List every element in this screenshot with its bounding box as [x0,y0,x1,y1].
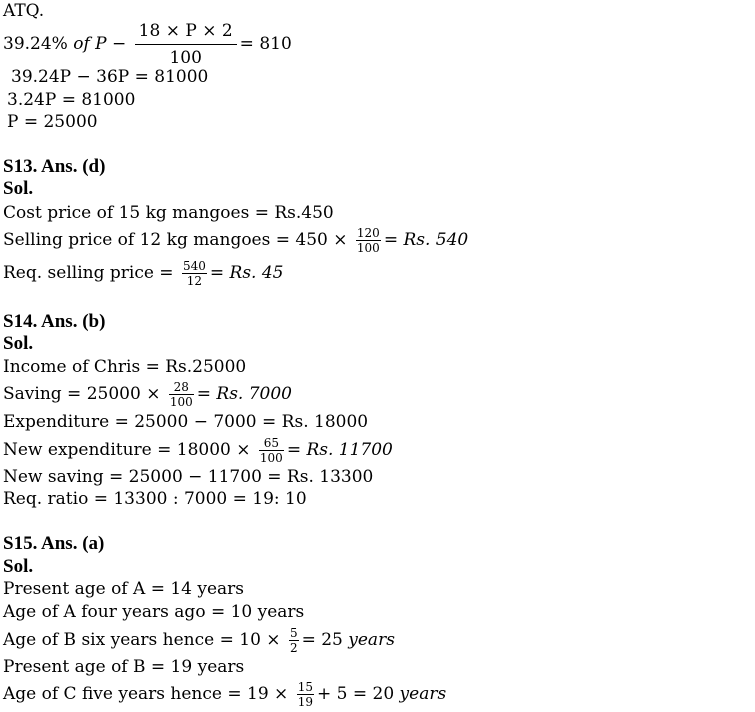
fraction-numerator: 120 [356,226,380,240]
solution-label: Sol. [3,178,34,199]
fraction-denominator: 12 [186,274,203,288]
line-text: + 5 = 20 [316,684,400,704]
equation-line [3,20,292,69]
solution-label: Sol. [3,333,34,354]
fraction-denominator: 100 [169,48,202,68]
fraction-denominator: 100 [169,395,193,409]
line-text: Selling price of 12 kg mangoes = 450 × [3,230,353,250]
fraction [182,259,207,288]
fraction [259,436,284,465]
answer-heading: S14. Ans. (b) [3,311,106,332]
eq-of: of [73,34,90,54]
fraction-numerator: 5 [289,626,298,640]
fraction [289,626,299,655]
solution-line [3,680,446,709]
fraction-denominator: 19 [297,695,313,709]
line-text: = Rs. 540 [383,230,469,250]
line-text: Age of C five years hence = 19 × [3,684,294,704]
answer-heading: S13. Ans. (d) [3,156,106,177]
line-text: Saving = 25000 × [3,384,166,404]
line-text: = Rs. 11700 [286,440,393,460]
line-text: Age of B six years hence = 10 × [3,630,286,650]
line-text: = Rs. 45 [209,263,284,283]
fraction-numerator: 15 [297,680,313,694]
equation-line: 39.24P − 36P = 81000 [11,67,209,87]
fraction-numerator: 28 [169,380,194,395]
fraction-denominator: 2 [289,641,298,655]
fraction [297,680,314,709]
fraction-numerator: 18 × P × 2 [135,20,237,45]
fraction [169,380,194,409]
solution-line [3,259,284,288]
solution-line: Present age of A = 14 years [3,579,245,599]
fraction-denominator: 100 [356,241,380,255]
unit-text: years [399,684,447,704]
line-text: New expenditure = 18000 × [3,440,256,460]
line-text: = Rs. 7000 [196,384,292,404]
fraction-denominator: 100 [259,451,283,465]
eq-text: 39.24% [3,34,74,54]
solution-line [3,380,292,409]
solution-line [3,626,395,655]
answer-heading: S15. Ans. (a) [3,533,105,554]
solution-line: Income of Chris = Rs.25000 [3,357,247,377]
solution-line: Req. ratio = 13300 : 7000 = 19: 10 [3,489,307,509]
solution-line: New saving = 25000 − 11700 = Rs. 13300 [3,467,374,487]
atq-label: ATQ. [3,1,45,21]
eq-text: = 810 [239,34,292,54]
solution-line [3,436,393,465]
solution-line: Expenditure = 25000 − 7000 = Rs. 18000 [3,412,369,432]
unit-text: years [348,630,395,650]
solution-label: Sol. [3,556,34,577]
line-text: Req. selling price = [3,263,179,283]
equation-line: P = 25000 [7,112,98,132]
solution-line: Age of A four years ago = 10 years [3,602,305,622]
fraction-numerator: 540 [182,259,206,273]
fraction [135,20,237,69]
fraction [356,226,381,255]
solution-line [3,226,468,255]
fraction-numerator: 65 [259,436,284,451]
solution-line: Cost price of 15 kg mangoes = Rs.450 [3,203,334,223]
eq-var: P − [89,34,132,54]
solution-line: Present age of B = 19 years [3,657,245,677]
equation-line: 3.24P = 81000 [7,90,136,110]
line-text: = 25 [301,630,349,650]
